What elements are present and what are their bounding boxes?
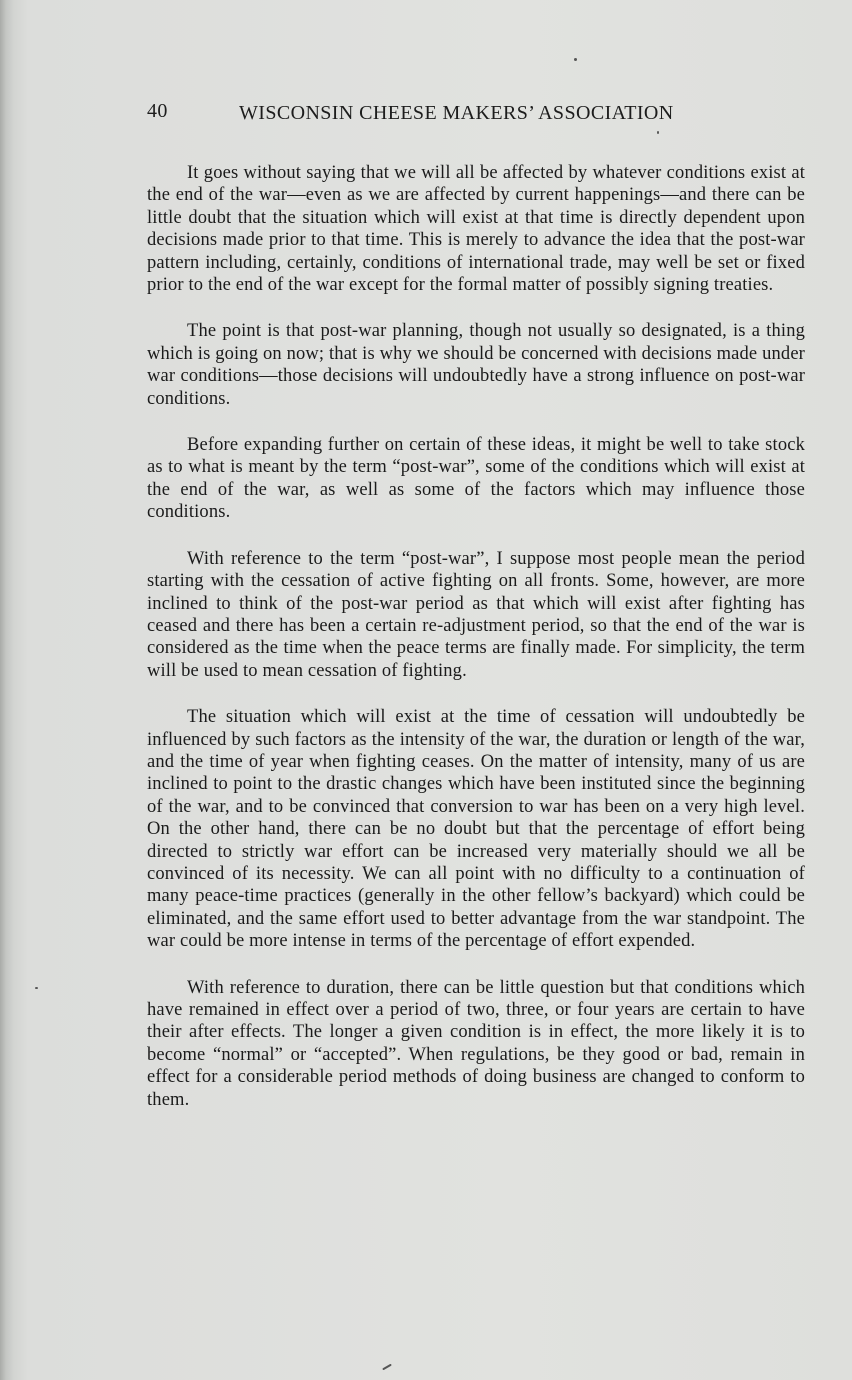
paragraph-1: It goes without saying that we will all be affected by whatever conditions exist at the end of the war—even as we are affected by current happenings—and there can be little doubt that the situation which will exist at that time is directly dependent upon decisions made prior to that time. This is merely to advance the idea that the post-war pattern including, certainly, conditions of international trade, may well be set or fixed prior to the end of the war except for the formal matter of possibly signing treaties. [147,163,805,296]
paragraph-4: With reference to the term “post-war”, I suppose most people mean the period starting with the cessation of active fighting on all fronts. Some, however, are more inclined to think of the post-war period as that which will exist after fighting has ceased and there has been a certain re-adjustment period, so that the end of the war is considered as the time when the peace terms are finally made. For simplicity, the term will be used to mean cessation of fighting. [147,548,805,681]
binding-edge [0,0,14,1380]
dust-speck [35,987,38,989]
paragraph-3: Before expanding further on certain of these ideas, it might be well to take stock as to what is meant by the term “post-war”, some of the conditions which will exist at the end of the war, as well as some of the factors which may influence those conditions. [147,435,805,523]
page-number: 40 [147,100,168,122]
body-text [147,162,805,1135]
paragraph-6: With reference to duration, there can be little question but that conditions which have remained in effect over a period of two, three, or four years are certain to have their after effects. The longer a given condition is in effect, the more likely it is to become “normal” or “accepted”. When regulations, be they good or bad, remain in effect for a considerable period methods of doing business are changed to conform to them. [147,977,805,1110]
dust-speck [657,131,659,134]
running-title: WISCONSIN CHEESE MAKERS’ ASSOCIATION [239,102,674,124]
dust-speck [382,1364,392,1371]
paragraph-5: The situation which will exist at the time of cessation will undoubtedly be influenced by such factors as the intensity of the war, the duration or length of the war, and the time of year when fighting ceases. On the matter of intensity, many of us are inclined to point to the drastic changes which have been instituted since the beginning of the war, and to be convinced that conversion to war has been on a very high level. On the other hand, there can be no doubt but that the percentage of effort being directed to strictly war effort can be increased very materially should we all be convinced of its necessity. We can all point with no difficulty to a continuation of many peace-time practices (generally in the other fellow’s backyard) which could be eliminated, and the same effort used to better advantage from the war standpoint. The war could be more intense in terms of the percentage of effort expended. [147,707,805,952]
paragraph-2: The point is that post-war planning, though not usually so designated, is a thing which is going on now; that is why we should be concerned with decisions made under war conditions—those decisions will undoubtedly have a strong influence on post-war conditions. [147,321,805,409]
dust-speck [574,58,577,61]
